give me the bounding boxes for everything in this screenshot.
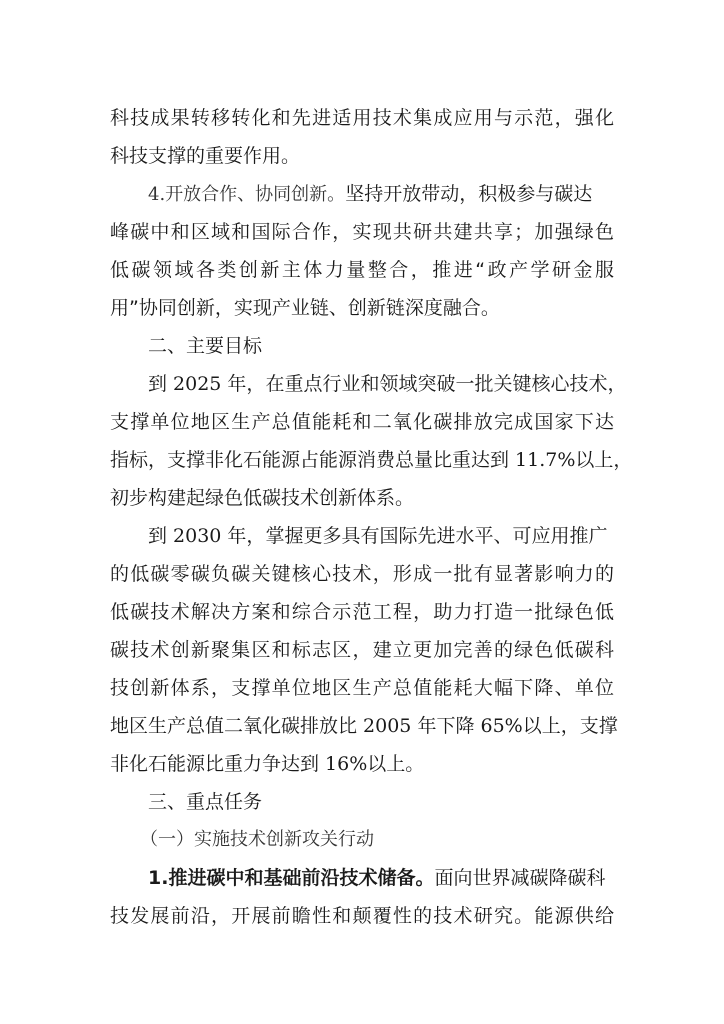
paragraph-text: 指标，支撑非化石能源占能源消费总量比重达到 — [110, 449, 516, 471]
paragraph-line: 的低碳零碳负碳关键核心技术，形成一批有显著影响力的 — [110, 563, 614, 585]
paragraph-line — [148, 366, 627, 402]
paragraph-text: 以上。 — [367, 753, 425, 775]
paragraph-line: 技创新体系，支撑单位地区生产总值能耗大幅下降、单位 — [110, 677, 614, 699]
paragraph-line: 低碳技术解决方案和综合示范工程，助力打造一批绿色低 — [110, 601, 614, 623]
percent-value: 16% — [325, 753, 368, 775]
paragraph-text: 掌握更多具有国际先进水平、可应用推广 — [265, 525, 608, 547]
paragraph-text: 面向世界减碳降碳科 — [434, 867, 606, 889]
year-value: 2005 — [363, 715, 412, 737]
paragraph-text: 在重点行业和领域突破一批关键核心技术， — [265, 373, 627, 395]
paragraph-line: 科技支撑的重要作用。 — [110, 145, 301, 167]
section-heading: 三、重点任务 — [148, 791, 263, 813]
paragraph-text: 年下降 — [411, 715, 481, 737]
paragraph-line — [148, 860, 614, 896]
paragraph-line: 支撑单位地区生产总值能耗和二氧化碳排放完成国家下达 — [110, 411, 614, 433]
item-label: 1.推进碳中和基础前沿技术储备。 — [148, 867, 435, 889]
paragraph-text: 坚持开放带动，积极参与碳达 — [345, 183, 593, 205]
subsection-heading: （一）实施技术创新攻关行动 — [140, 829, 374, 850]
percent-value: 65% — [480, 715, 523, 737]
year-prefix: 到 2030 年， — [148, 525, 266, 547]
paragraph-line: 初步构建起绿色低碳技术创新体系。 — [110, 487, 415, 509]
paragraph-text: 地区生产总值二氧化碳排放比 — [110, 715, 364, 737]
paragraph-line — [110, 442, 632, 478]
paragraph-line — [110, 746, 424, 782]
section-heading: 二、主要目标 — [148, 335, 263, 357]
paragraph-line: 科技成果转移转化和先进适用技术集成应用与示范，强化 — [110, 107, 614, 129]
year-prefix: 到 2025 年， — [148, 373, 266, 395]
paragraph-line: 低碳领域各类创新主体力量整合，推进“政产学研金服 — [110, 259, 614, 281]
paragraph-line — [110, 708, 618, 744]
percent-value: 11.7% — [515, 449, 576, 471]
paragraph-line: 碳技术创新聚集区和标志区，建立更加完善的绿色低碳科 — [110, 639, 614, 661]
paragraph-text: 以上，支撑 — [522, 715, 618, 737]
paragraph-line: 峰碳中和区域和国际合作，实现共研共建共享；加强绿色 — [110, 221, 614, 243]
paragraph-line — [148, 176, 614, 212]
item-label: 4.开放合作、协同创新。 — [148, 184, 346, 205]
paragraph-line: 用”协同创新，实现产业链、创新链深度融合。 — [110, 297, 500, 319]
paragraph-text: 非化石能源比重力争达到 — [110, 753, 326, 775]
paragraph-text: 以上， — [575, 449, 633, 471]
paragraph-line — [148, 518, 614, 554]
paragraph-line: 技发展前沿，开展前瞻性和颠覆性的技术研究。能源供给 — [110, 905, 614, 927]
